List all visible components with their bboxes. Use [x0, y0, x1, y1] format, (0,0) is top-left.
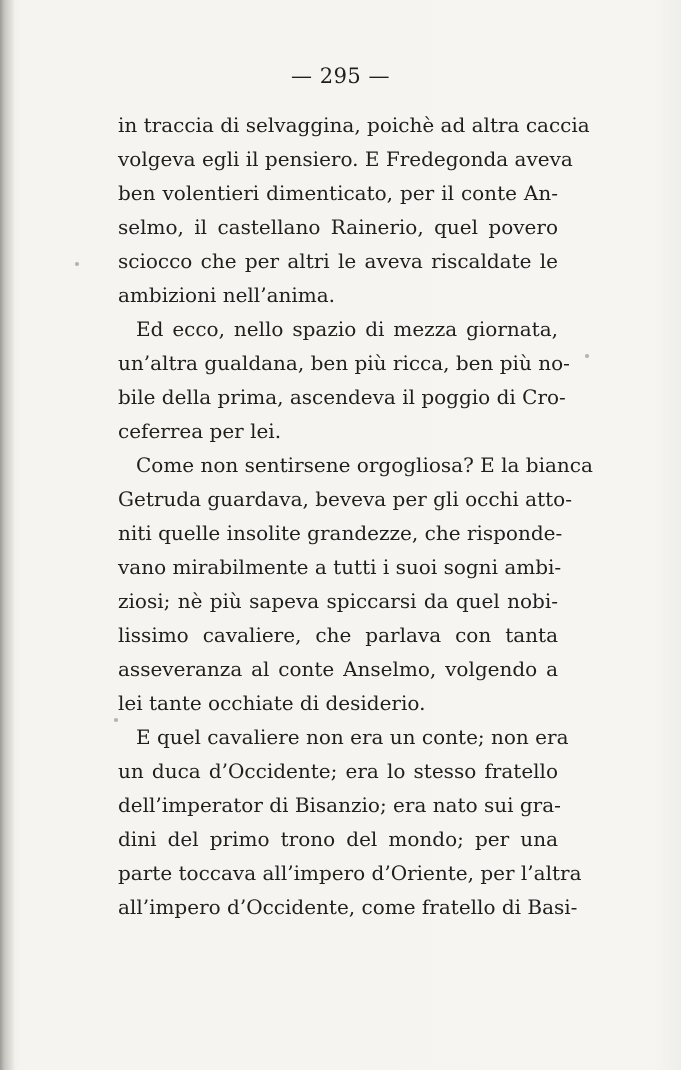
text-line: in traccia di selvaggina, poichè ad altra caccia — [118, 113, 590, 137]
text-line: selmo, il castellano Rainerio, quel povero — [118, 215, 558, 239]
text-line: ziosi; nè più sapeva spiccarsi da quel nobi- — [118, 589, 558, 613]
text-line: vano mirabilmente a tutti i suoi sogni ambi- — [118, 555, 562, 579]
text-line: sciocco che per altri le aveva riscaldate le — [118, 249, 558, 273]
page-number: — 295 — — [291, 64, 390, 88]
text-line: un’altra gualdana, ben più ricca, ben più no- — [118, 351, 570, 375]
paragraph-1 — [118, 108, 590, 312]
text-line: niti quelle insolite grandezze, che risponde- — [118, 521, 563, 545]
paragraph-2 — [118, 312, 570, 448]
text-line: ceferrea per lei. — [118, 419, 282, 443]
text-line: volgeva egli il pensiero. E Fredegonda aveva — [118, 147, 573, 171]
text-line: lissimo cavaliere, che parlava con tanta — [118, 623, 558, 647]
paragraph-3 — [118, 448, 593, 720]
text-line: E quel cavaliere non era un conte; non era — [136, 725, 569, 749]
body-text — [118, 108, 593, 924]
paragraph-4 — [118, 720, 582, 924]
text-line: asseveranza al conte Anselmo, volgendo a — [118, 657, 558, 681]
text-line: Getruda guardava, beveva per gli occhi atto- — [118, 487, 572, 511]
text-line: ben volentieri dimenticato, per il conte An- — [118, 181, 558, 205]
page-binding-edge — [0, 0, 14, 1070]
scan-speck — [75, 262, 79, 266]
text-line: all’impero d’Occidente, come fratello di Basi- — [118, 895, 578, 919]
text-line: lei tante occhiate di desiderio. — [118, 691, 426, 715]
text-line: Come non sentirsene orgogliosa? E la bianca — [136, 453, 593, 477]
text-line: Ed ecco, nello spazio di mezza giornata, — [136, 317, 558, 341]
scan-speck — [114, 718, 118, 722]
text-line: un duca d’Occidente; era lo stesso fratello — [118, 759, 558, 783]
text-line: dini del primo trono del mondo; per una — [118, 827, 558, 851]
text-line: parte toccava all’impero d’Oriente, per l’altra — [118, 861, 582, 885]
scan-speck — [585, 354, 589, 358]
text-line: ambizioni nell’anima. — [118, 283, 336, 307]
text-line: dell’imperator di Bisanzio; era nato sui gra- — [118, 793, 561, 817]
text-line: bile della prima, ascendeva il poggio di Cro- — [118, 385, 566, 409]
